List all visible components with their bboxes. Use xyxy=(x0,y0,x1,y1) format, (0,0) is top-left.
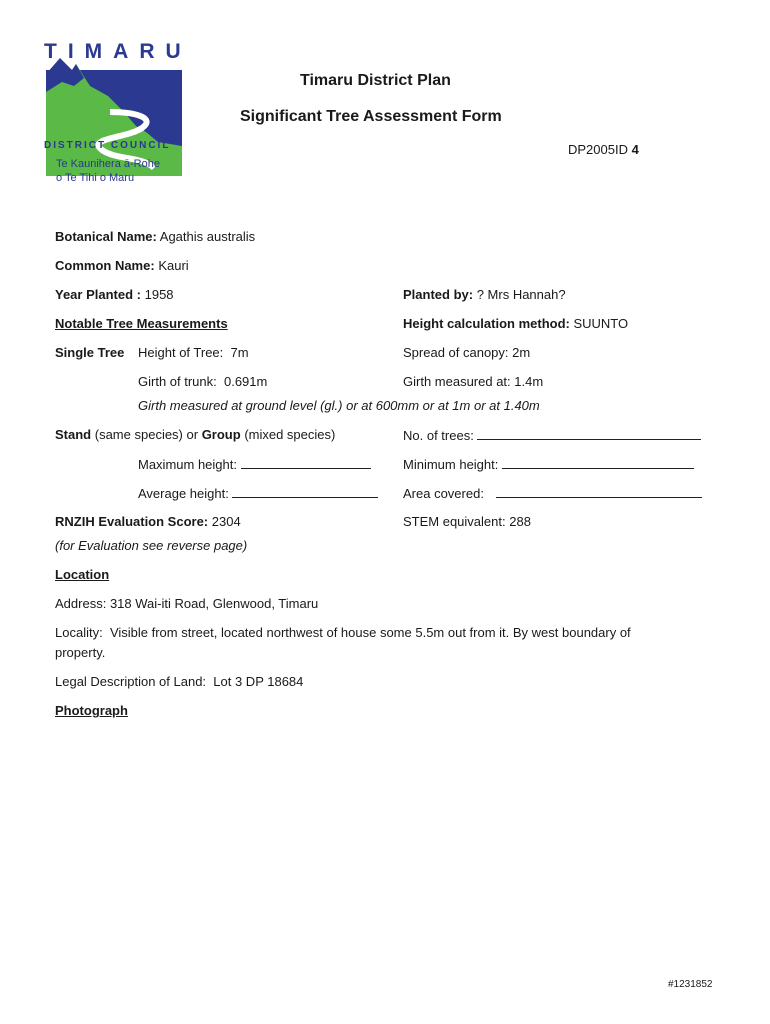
measurements-heading: Notable Tree Measurements xyxy=(55,316,228,331)
height-label: Height of Tree: xyxy=(138,345,224,360)
address-value: 318 Wai-iti Road, Glenwood, Timaru xyxy=(109,596,319,611)
rnzih-label: RNZIH Evaluation Score: xyxy=(55,514,209,529)
girth-note: Girth measured at ground level (gl.) or at 600mm or at 1m or at 1.40m xyxy=(138,398,540,413)
min-height-row xyxy=(403,456,694,472)
girth-measured-row xyxy=(403,374,543,389)
address-label: Address: xyxy=(55,596,107,611)
girth-measured-label: Girth measured at: xyxy=(403,374,511,389)
stem-value: 288 xyxy=(509,514,531,529)
min-height-blank[interactable] xyxy=(502,456,694,469)
year-planted-value: 1958 xyxy=(144,287,174,302)
form-id-value: 4 xyxy=(631,142,639,157)
stand-label: Stand xyxy=(55,427,92,442)
max-height-row xyxy=(138,456,371,472)
botanical-name-value: Agathis australis xyxy=(159,229,256,244)
legal-row xyxy=(55,674,303,689)
height-value: 7m xyxy=(230,345,249,360)
form-id-label: DP2005ID xyxy=(568,142,628,157)
no-trees-blank[interactable] xyxy=(477,427,701,440)
rnzih-value: 2304 xyxy=(211,514,241,529)
max-height-blank[interactable] xyxy=(241,456,371,469)
spread-label: Spread of canopy: xyxy=(403,345,509,360)
group-label: Group xyxy=(201,427,241,442)
plan-title: Timaru District Plan xyxy=(300,72,451,89)
common-name-row xyxy=(55,258,189,273)
height-method-value: SUUNTO xyxy=(573,316,629,331)
locality-row xyxy=(55,625,631,640)
girth-value: 0.691m xyxy=(223,374,268,389)
planted-by-value: ? Mrs Hannah? xyxy=(476,287,566,302)
botanical-name-row xyxy=(55,229,255,244)
stand-text1: (same species) or xyxy=(94,427,199,442)
area-covered-blank[interactable] xyxy=(496,485,702,498)
max-height-label: Maximum height: xyxy=(138,457,237,472)
height-method-label: Height calculation method: xyxy=(403,316,570,331)
area-covered-row xyxy=(403,485,702,501)
logo-subtitle: DISTRICT COUNCIL xyxy=(44,140,171,151)
botanical-name-label: Botanical Name: xyxy=(55,229,157,244)
planted-by-row xyxy=(403,287,566,302)
legal-label: Legal Description of Land: xyxy=(55,674,207,689)
photograph-heading: Photograph xyxy=(55,703,128,718)
document-number: #1231852 xyxy=(668,979,713,990)
rnzih-row xyxy=(55,514,241,529)
stand-text2: (mixed species) xyxy=(244,427,336,442)
form-id xyxy=(568,142,639,157)
form-title: Significant Tree Assessment Form xyxy=(240,108,502,125)
min-height-label: Minimum height: xyxy=(403,457,499,472)
stem-label: STEM equivalent: xyxy=(403,514,506,529)
avg-height-blank[interactable] xyxy=(232,485,378,498)
spread-row xyxy=(403,345,530,360)
location-heading: Location xyxy=(55,567,110,582)
logo-maori-line1: Te Kaunihera ā-Rohe xyxy=(56,158,160,170)
legal-value: Lot 3 DP 18684 xyxy=(213,674,304,689)
year-planted-label: Year Planted : xyxy=(55,287,141,302)
locality-label: Locality: xyxy=(55,625,103,640)
spread-value: 2m xyxy=(512,345,531,360)
locality-line1: Visible from street, located northwest of house some 5.5m out from it. By west boundary of xyxy=(109,625,631,640)
no-trees-label: No. of trees: xyxy=(403,428,474,443)
single-tree-label: Single Tree xyxy=(55,345,125,360)
logo-title: TIMARU xyxy=(44,40,192,63)
common-name-value: Kauri xyxy=(158,258,189,273)
address-row xyxy=(55,596,318,611)
year-planted-row xyxy=(55,287,174,302)
height-method-row xyxy=(403,316,628,331)
council-logo xyxy=(44,40,192,190)
planted-by-label: Planted by: xyxy=(403,287,474,302)
common-name-label: Common Name: xyxy=(55,258,155,273)
girth-row xyxy=(138,374,267,389)
girth-measured-value: 1.4m xyxy=(514,374,544,389)
stand-row xyxy=(55,427,335,442)
locality-line2: property. xyxy=(55,645,106,660)
avg-height-label: Average height: xyxy=(138,486,229,501)
logo-maori-line2: o Te Tihi o Maru xyxy=(56,172,135,184)
height-row xyxy=(138,345,249,360)
no-trees-row xyxy=(403,427,701,443)
stem-row xyxy=(403,514,531,529)
evaluation-note: (for Evaluation see reverse page) xyxy=(55,538,248,553)
area-covered-label: Area covered: xyxy=(403,486,484,501)
girth-label: Girth of trunk: xyxy=(138,374,217,389)
avg-height-row xyxy=(138,485,378,501)
